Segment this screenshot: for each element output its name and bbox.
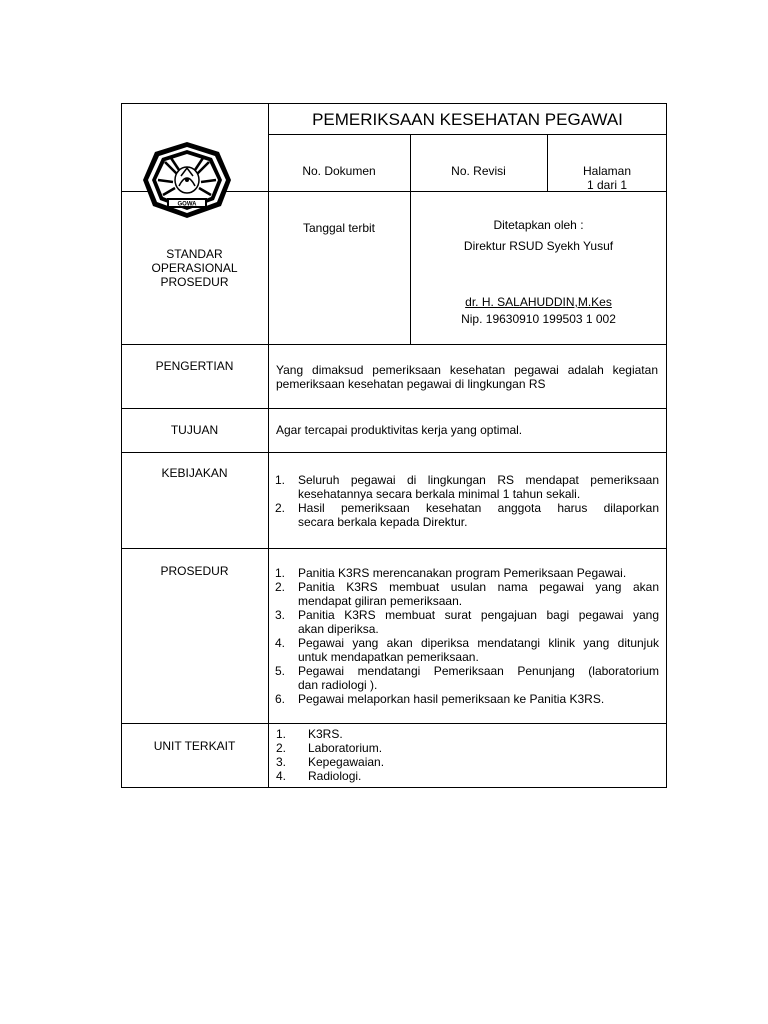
prosedur-item-line2: dan radiologi ).	[298, 678, 378, 692]
unit-terkait-item-number: 1.	[276, 727, 287, 741]
prosedur-item	[275, 636, 659, 664]
prosedur-item	[275, 566, 659, 580]
pengertian-label: PENGERTIAN	[155, 359, 234, 373]
prosedur-item-number: 2.	[275, 580, 286, 594]
unit-terkait-item-number: 4.	[276, 769, 287, 783]
prosedur-item-line1: Panitia K3RS membuat usulan nama pegawai yang akan	[298, 580, 659, 594]
no-revisi-label: No. Revisi	[451, 164, 506, 178]
section-divider-kebijakan	[121, 548, 667, 549]
unit-terkait-item-text: Radiologi.	[308, 769, 362, 783]
direktur-label: Direktur RSUD Syekh Yusuf	[463, 239, 614, 253]
prosedur-item	[275, 608, 659, 636]
unit-terkait-item-number: 3.	[276, 755, 287, 769]
pengertian-line1: Yang dimaksud pemeriksaan kesehatan pegawai adalah kegiatan	[276, 363, 658, 377]
prosedur-item-line2: untuk mendapatkan pemeriksaan.	[298, 650, 479, 664]
ditetapkan-label: Ditetapkan oleh :	[493, 218, 584, 232]
prosedur-label: PROSEDUR	[160, 564, 229, 578]
gowa-emblem-logo	[141, 140, 233, 220]
kebijakan-item	[275, 473, 659, 501]
signer-name: dr. H. SALAHUDDIN,M.Kes	[465, 295, 612, 309]
prosedur-item-line2: akan diperiksa.	[298, 622, 379, 636]
kebijakan-item-line2: secara berkala kepada Direktur.	[298, 515, 468, 529]
prosedur-item-line1: Panitia K3RS membuat surat pengajuan bagi pegawai yang	[298, 608, 659, 622]
tanggal-terbit-label: Tanggal terbit	[302, 221, 376, 235]
kebijakan-item-line1: Seluruh pegawai di lingkungan RS mendapat pemeriksaan	[298, 473, 659, 487]
kebijakan-item-line1: Hasil pemeriksaan kesehatan anggota harus dilaporkan	[298, 501, 659, 515]
unit-terkait-label: UNIT TERKAIT	[153, 739, 236, 753]
prosedur-item-line2: mendapat giliran pemeriksaan.	[298, 594, 463, 608]
prosedur-item-line1: Panitia K3RS merencanakan program Pemeriksaan Pegawai.	[298, 566, 627, 580]
unit-terkait-item-number: 2.	[276, 741, 287, 755]
prosedur-item-line1: Pegawai mendatangi Pemeriksaan Penunjang (laboratorium	[298, 664, 659, 678]
tujuan-text: Agar tercapai produktivitas kerja yang optimal.	[276, 423, 523, 437]
section-divider-tujuan	[121, 452, 667, 453]
sop-label-line3: PROSEDUR	[160, 275, 229, 289]
prosedur-item-number: 3.	[275, 608, 286, 622]
section-divider-prosedur	[121, 723, 667, 724]
kebijakan-label: KEBIJAKAN	[161, 466, 228, 480]
signer-nip: Nip. 19630910 199503 1 002	[461, 312, 616, 326]
logo-text: GOWA	[177, 201, 197, 208]
prosedur-item-number: 4.	[275, 636, 286, 650]
header-title-divider	[268, 134, 667, 135]
pengertian-line2: pemeriksaan kesehatan pegawai di lingkungan RS	[276, 377, 546, 391]
unit-terkait-item	[276, 727, 656, 741]
kebijakan-item-number: 1.	[275, 473, 286, 487]
prosedur-item-number: 1.	[275, 566, 286, 580]
document-title: PEMERIKSAAN KESEHATAN PEGAWAI	[312, 110, 623, 129]
unit-terkait-item	[276, 769, 656, 783]
kebijakan-item-line2: kesehatannya secara berkala minimal 1 tahun sekali.	[298, 487, 581, 501]
section-divider-pengertian	[121, 408, 667, 409]
unit-terkait-item-text: Laboratorium.	[308, 741, 383, 755]
prosedur-item	[275, 692, 659, 706]
sop-label-line2: OPERASIONAL	[151, 261, 238, 275]
tujuan-label: TUJUAN	[170, 423, 219, 437]
kebijakan-item	[275, 501, 659, 529]
prosedur-item-line1: Pegawai melaporkan hasil pemeriksaan ke Panitia K3RS.	[298, 692, 605, 706]
unit-terkait-item	[276, 741, 656, 755]
prosedur-item-line1: Pegawai yang akan diperiksa mendatangi klinik yang ditunjuk	[298, 636, 659, 650]
unit-terkait-item	[276, 755, 656, 769]
sop-label-line1: STANDAR	[166, 247, 223, 261]
kebijakan-item-number: 2.	[275, 501, 286, 515]
no-dokumen-label: No. Dokumen	[302, 164, 376, 178]
unit-terkait-item-text: Kepegawaian.	[308, 755, 385, 769]
section-divider-header	[121, 344, 667, 345]
halaman-label: Halaman	[582, 164, 632, 178]
halaman-value: 1 dari 1	[586, 178, 628, 192]
prosedur-item	[275, 664, 659, 692]
prosedur-item-number: 5.	[275, 664, 286, 678]
prosedur-item	[275, 580, 659, 608]
column-divider	[268, 103, 269, 788]
unit-terkait-item-text: K3RS.	[308, 727, 343, 741]
prosedur-item-number: 6.	[275, 692, 286, 706]
